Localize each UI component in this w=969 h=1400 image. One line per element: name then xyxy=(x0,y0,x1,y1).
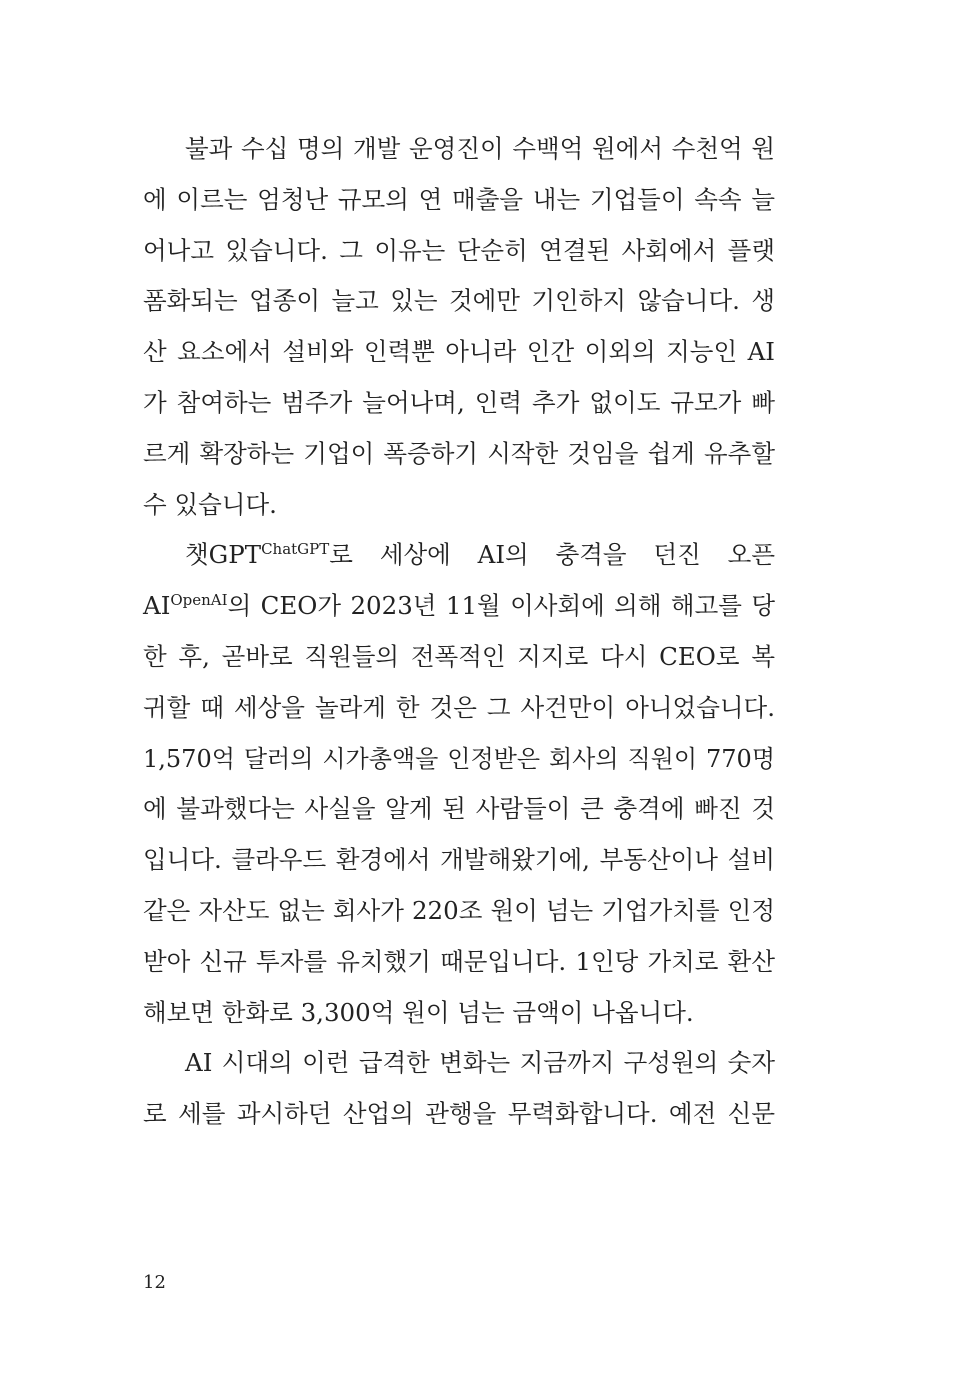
text-line xyxy=(143,530,775,581)
text-line: 산 요소에서 설비와 인력뿐 아니라 인간 이외의 지능인 AI xyxy=(143,337,775,367)
text-line: 르게 확장하는 기업이 폭증하기 시작한 것임을 쉽게 유추할 xyxy=(143,438,775,468)
text-line: 에 이르는 엄청난 규모의 연 매출을 내는 기업들이 속속 늘 xyxy=(143,184,775,214)
text-line: 입니다. 클라우드 환경에서 개발해왔기에, 부동산이나 설비 xyxy=(143,845,775,875)
page-number: 12 xyxy=(143,1272,166,1293)
text-line: 불과 수십 명의 개발 운영진이 수백억 원에서 수천억 원 xyxy=(185,134,775,163)
superscript-gloss: OpenAI xyxy=(170,591,228,610)
text-line: 받아 신규 투자를 유치했기 때문입니다. 1인당 가치로 환산 xyxy=(143,946,775,976)
superscript-gloss: ChatGPT xyxy=(261,540,330,559)
text-line: AI 시대의 이런 급격한 변화는 지금까지 구성원의 숫자 xyxy=(185,1048,775,1078)
body-text xyxy=(143,124,775,1140)
text-line: 귀할 때 세상을 놀라게 한 것은 그 사건만이 아니었습니다. xyxy=(143,692,775,722)
text-run: 챗GPT xyxy=(185,540,262,570)
text-line xyxy=(143,581,775,632)
text-line: 폼화되는 업종이 늘고 있는 것에만 기인하지 않습니다. 생 xyxy=(143,286,775,316)
text-line: 에 불과했다는 사실을 알게 된 사람들이 큰 충격에 빠진 것 xyxy=(143,794,775,824)
text-run: AI xyxy=(143,591,171,621)
text-line: 한 후, 곧바로 직원들의 전폭적인 지지로 다시 CEO로 복 xyxy=(143,641,775,671)
text-line: 해보면 한화로 3,300억 원이 넘는 금액이 나옵니다. xyxy=(143,997,694,1027)
text-line: 로 세를 과시하던 산업의 관행을 무력화합니다. 예전 신문 xyxy=(143,1099,775,1129)
text-line: 같은 자산도 없는 회사가 220조 원이 넘는 기업가치를 인정 xyxy=(143,895,775,925)
text-run: 의 CEO가 2023년 11월 이사회에 의해 해고를 당 xyxy=(227,591,775,621)
text-run: 로 세상에 AI의 충격을 던진 오픈 xyxy=(329,540,775,570)
text-line: 1,570억 달러의 시가총액을 인정받은 회사의 직원이 770명 xyxy=(143,744,775,773)
text-line: 가 참여하는 범주가 늘어나며, 인력 추가 없이도 규모가 빠 xyxy=(143,387,775,417)
text-line: 수 있습니다. xyxy=(143,489,277,519)
text-line: 어나고 있습니다. 그 이유는 단순히 연결된 사회에서 플랫 xyxy=(143,235,775,265)
